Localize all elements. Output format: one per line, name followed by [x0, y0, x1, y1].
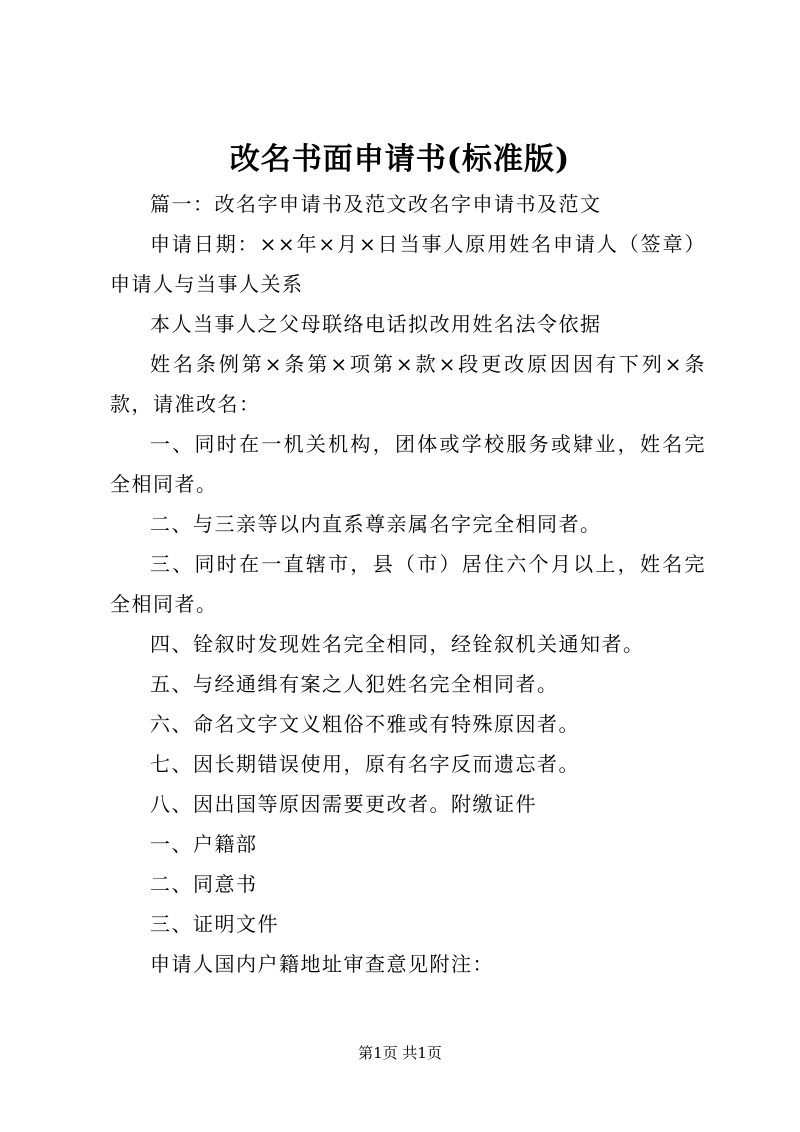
- paragraph: 四、铨叙时发现姓名完全相同，经铨叙机关通知者。: [150, 632, 645, 656]
- paragraph: 二、同意书: [150, 872, 258, 896]
- paragraph: 五、与经通缉有案之人犯姓名完全相同者。: [150, 672, 559, 696]
- document-title: 改名书面申请书(标准版): [229, 142, 571, 177]
- paragraph: 一、户籍部: [150, 832, 258, 856]
- paragraph: 六、命名文字文义粗俗不雅或有特殊原因者。: [150, 712, 580, 736]
- paragraph: 申请人国内户籍地址审查意见附注：: [150, 952, 494, 976]
- paragraph: 七、因长期错误使用，原有名字反而遗忘者。: [150, 752, 580, 776]
- document-body: [110, 184, 706, 984]
- paragraph: 篇一：改名字申请书及范文改名字申请书及范文: [150, 192, 602, 216]
- paragraph: 姓名条例第×条第×项第×款×段更改原因因有下列×条款，请准改名：: [110, 352, 706, 416]
- paragraph: 一、同时在一机关机构，团体或学校服务或肄业，姓名完全相同者。: [110, 432, 706, 496]
- paragraph: 三、证明文件: [150, 912, 279, 936]
- paragraph: 八、因出国等原因需要更改者。附缴证件: [150, 792, 537, 816]
- paragraph: 本人当事人之父母联络电话拟改用姓名法令依据: [150, 312, 602, 336]
- paragraph: 三、同时在一直辖市，县（市）居住六个月以上，姓名完全相同者。: [110, 552, 706, 616]
- page-footer: 第1页 共1页: [358, 1044, 442, 1062]
- paragraph: 申请日期：××年×月×日当事人原用姓名申请人（签章）申请人与当事人关系: [110, 232, 706, 296]
- paragraph: 二、与三亲等以内直系尊亲属名字完全相同者。: [150, 512, 602, 536]
